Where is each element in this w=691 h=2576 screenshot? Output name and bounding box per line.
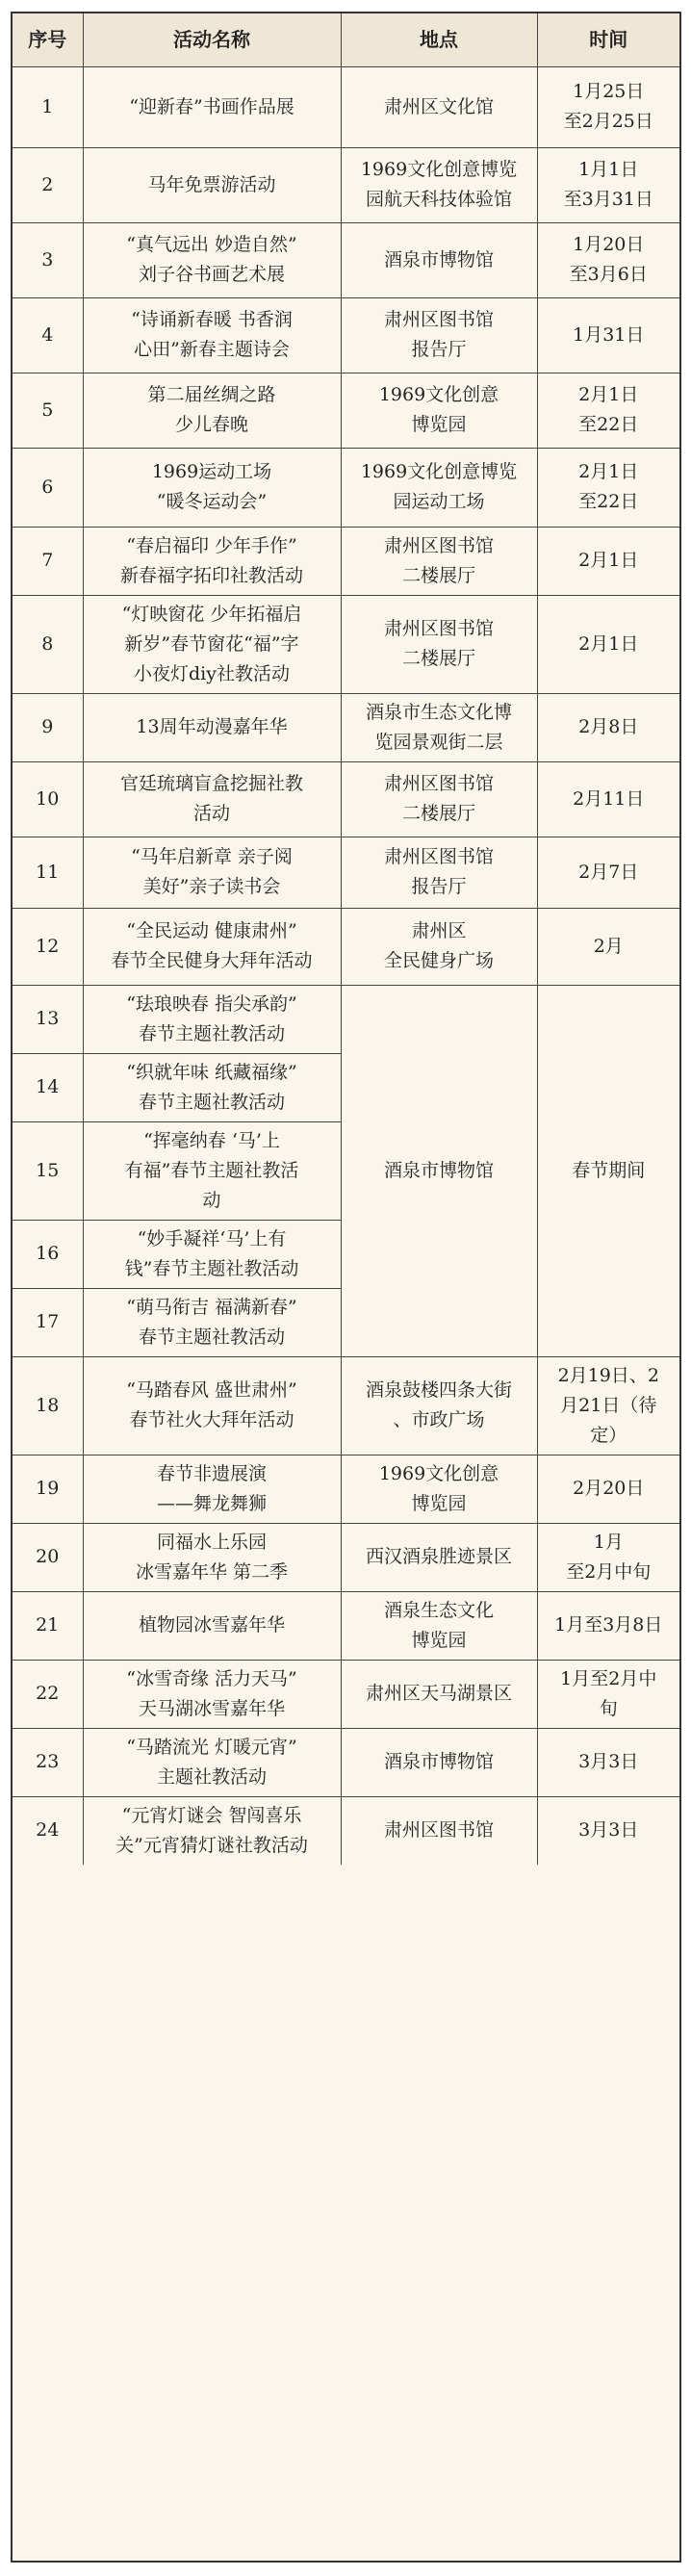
cell-line: 关”元宵猜灯谜社教活动 [115,1834,308,1856]
activity-time: 春节期间 [537,985,679,1356]
cell-line: “织就年味 纸藏福缘” [126,1061,297,1083]
activity-time [537,693,679,761]
cell-line: 13周年动漫嘉年华 [136,716,288,737]
activity-location [341,1523,537,1591]
cell-line: “妙手凝祥‘马’上有 [137,1227,287,1249]
activity-location [341,1796,537,1865]
activity-location: 酒泉市博物馆 [341,985,537,1356]
row-number: 18 [13,1356,83,1455]
cell-line: 春节社火大拜年活动 [129,1409,294,1430]
cell-line: 酒泉鼓楼四条大街 [365,1379,512,1401]
cell-line: “全民运动 健康肃州” [126,920,297,941]
row-number: 17 [13,1288,83,1356]
table-row [13,1455,679,1523]
activity-time [537,1356,679,1455]
cell-line: 园运动工场 [393,491,485,512]
cell-line: “珐琅映春 指尖承韵” [126,992,297,1015]
table-row [13,527,679,595]
cell-line: 2月11日 [573,787,645,810]
cell-line: 2月1日 [578,632,639,655]
row-number: 6 [13,448,83,527]
row-number: 20 [13,1523,83,1591]
table-body [13,66,679,1865]
activity-name [83,985,341,1053]
activity-location [341,837,537,908]
cell-line: “马踏流光 灯暖元宵” [126,1736,297,1758]
cell-line: 肃州区图书馆 [383,618,494,639]
activity-name [83,1053,341,1121]
activity-time [537,1728,679,1796]
cell-line: 至22日 [578,491,639,512]
activity-name [83,595,341,693]
cell-line: 刘子谷书画艺术展 [138,264,285,285]
cell-line: 1月1日 [578,159,639,180]
event-table [11,12,681,2563]
table-row [13,1660,679,1728]
cell-line: 春节非遗展演 [156,1462,267,1484]
activity-name [83,1591,341,1660]
cell-line: 活动 [192,803,230,824]
cell-line: “元宵灯谜会 智闯喜乐 [121,1804,302,1826]
cell-line: 至2月25日 [563,111,653,132]
row-number: 9 [13,693,83,761]
activity-time [537,66,679,147]
activity-location [341,1660,537,1728]
activity-time [537,297,679,373]
activity-name [83,1523,341,1591]
cell-line: 2月7日 [578,861,639,883]
cell-line: 小夜灯diy社教活动 [134,662,290,684]
activity-name [83,297,341,373]
row-number: 3 [13,222,83,297]
cell-line: 定） [590,1424,627,1446]
activity-time [537,527,679,595]
activity-location [341,66,537,147]
cell-line: 至2月中旬 [566,1560,652,1583]
header-name: 活动名称 [83,13,341,66]
activity-name [83,222,341,297]
activity-name [83,1356,341,1455]
table-row [13,373,679,448]
activity-name [83,147,341,222]
cell-line: 钱”春节主题社教活动 [124,1257,299,1279]
cell-line: 报告厅 [411,876,467,897]
activity-time [537,908,679,985]
cell-line: 1969文化创意博览 [360,461,518,482]
row-number: 15 [13,1121,83,1220]
cell-line: 2月1日 [578,461,639,482]
cell-line: 动 [202,1189,221,1211]
activity-name [83,761,341,837]
activity-location [341,908,537,985]
activity-time [537,595,679,693]
table-row [13,837,679,908]
activity-name [83,448,341,527]
row-number: 1 [13,66,83,147]
cell-line: 新春福字拓印社教活动 [119,564,303,586]
activity-location [341,448,537,527]
activity-location [341,147,537,222]
row-number: 8 [13,595,83,693]
cell-line: 酒泉市博物馆 [383,248,494,270]
cell-line: 肃州区图书馆 [383,1819,494,1841]
activity-time [537,448,679,527]
activity-location [341,693,537,761]
row-number: 23 [13,1728,83,1796]
table-row [13,1356,679,1455]
cell-line: 春节主题社教活动 [138,1091,285,1113]
cell-line: 少儿春晚 [174,414,248,435]
row-number: 14 [13,1053,83,1121]
cell-line: 主题社教活动 [156,1765,267,1788]
cell-line: “马年启新章 亲子阅 [131,846,293,867]
activity-location [341,1728,537,1796]
row-number: 2 [13,147,83,222]
cell-line: “萌马衔吉 福满新春” [126,1296,297,1318]
cell-line: 至22日 [578,414,639,435]
activity-name [83,1220,341,1288]
cell-line: 1月20日 [573,234,645,255]
cell-line: 肃州区 [411,920,467,941]
cell-line: 1月至3月8日 [554,1614,663,1636]
cell-line: “灯映窗花 少年拓福启 [121,603,302,625]
activity-name [83,1455,341,1523]
cell-line: 二楼展厅 [401,564,475,586]
activity-time [537,837,679,908]
activity-name [83,1728,341,1796]
cell-line: 第二届丝绸之路 [147,384,276,405]
cell-line: 冰雪嘉年华 第二季 [135,1560,289,1583]
activity-name [83,908,341,985]
cell-line: 2月 [593,935,624,957]
cell-line: 肃州区图书馆 [383,309,494,330]
cell-line: 西汉酒泉胜迹景区 [365,1546,512,1567]
table-row [13,595,679,693]
table-row [13,222,679,297]
cell-line: 酒泉市生态文化博 [365,701,512,723]
activity-location [341,1356,537,1455]
cell-line: 酒泉生态文化 [383,1599,494,1621]
cell-line: 博览园 [411,414,467,435]
cell-line: 肃州区文化馆 [383,95,494,117]
activity-name [83,1288,341,1356]
cell-line: 1969文化创意 [378,1462,499,1484]
cell-line: 月21日（待 [560,1394,657,1416]
cell-line: 春节全民健身大拜年活动 [111,950,313,971]
row-number: 11 [13,837,83,908]
cell-line: “迎新春”书画作品展 [129,95,294,117]
cell-line: “挥毫纳春 ‘马’上 [143,1129,280,1151]
activity-name [83,1121,341,1220]
cell-line: 1月 [593,1531,624,1553]
cell-line: 春节主题社教活动 [138,1326,285,1348]
activity-time [537,1523,679,1591]
activity-name [83,66,341,147]
cell-line: 报告厅 [411,339,467,360]
activity-time [537,761,679,837]
cell-line: 春节主题社教活动 [138,1022,285,1044]
cell-line: 园航天科技体验馆 [365,189,512,210]
table-row [13,1728,679,1796]
activity-name [83,1660,341,1728]
activity-location [341,527,537,595]
header-num: 序号 [13,13,83,66]
row-number: 22 [13,1660,83,1728]
row-number: 10 [13,761,83,837]
cell-line: “诗诵新春暖 书香润 [131,309,293,330]
cell-line: 览园景观街二层 [374,731,503,753]
cell-line: 酒泉市博物馆 [383,1751,494,1772]
header-row [13,13,679,66]
table-row [13,985,679,1053]
activity-location [341,222,537,297]
cell-line: 二楼展厅 [401,803,475,824]
cell-line: 心田”新春主题诗会 [134,339,290,360]
cell-line: 至3月31日 [563,189,653,210]
cell-line: 1969运动工场 [151,461,272,482]
cell-line: 天马湖冰雪嘉年华 [138,1697,285,1719]
cell-line: 1969文化创意博览 [360,159,518,180]
cell-line: 二楼展厅 [401,648,475,669]
row-number: 16 [13,1220,83,1288]
cell-line: 肃州区图书馆 [383,846,494,867]
cell-line: 美好”亲子读书会 [142,876,281,897]
cell-line: 肃州区图书馆 [383,773,494,794]
table-row [13,908,679,985]
cell-line: 全民健身广场 [383,950,494,971]
activity-name [83,373,341,448]
row-number: 4 [13,297,83,373]
table-row [13,448,679,527]
cell-line: 旬 [599,1697,618,1719]
activity-location [341,595,537,693]
row-number: 24 [13,1796,83,1865]
activity-time [537,1591,679,1660]
cell-line: 博览园 [411,1492,467,1514]
cell-line: 植物园冰雪嘉年华 [138,1614,285,1636]
table-row [13,1796,679,1865]
cell-line: 、市政广场 [393,1409,485,1430]
cell-line: 2月1日 [578,384,639,405]
cell-line: 3月3日 [578,1751,639,1772]
activity-time [537,1796,679,1865]
cell-line: 同福水上乐园 [156,1531,267,1553]
activity-name [83,527,341,595]
cell-line: 1月31日 [573,323,645,346]
cell-line: “冰雪奇缘 活力天马” [126,1667,297,1689]
cell-line: “春启福印 少年手作” [126,534,297,556]
table-row [13,297,679,373]
table-row [13,1591,679,1660]
cell-line: 肃州区图书馆 [383,534,494,556]
header-time: 时间 [537,13,679,66]
cell-line: “暖冬运动会” [156,491,268,512]
cell-line: 至3月6日 [569,264,648,285]
activity-location [341,297,537,373]
activity-time [537,1455,679,1523]
activity-time [537,373,679,448]
activity-location [341,761,537,837]
cell-line: 2月1日 [578,550,639,571]
cell-line: “马踏春风 盛世肃州” [126,1379,297,1401]
cell-line: 1月25日 [573,81,645,102]
cell-line: 有福”春节主题社教活 [124,1159,299,1181]
cell-line: 官廷琉璃盲盒挖掘社教 [119,773,303,794]
row-number: 19 [13,1455,83,1523]
table-row [13,1523,679,1591]
table-row [13,147,679,222]
activity-location [341,1455,537,1523]
cell-line: 博览园 [411,1629,467,1651]
cell-line: 3月3日 [578,1819,639,1841]
row-number: 12 [13,908,83,985]
cell-line: ——舞龙舞狮 [156,1492,267,1514]
event-table-grid [13,13,679,1865]
table-row [13,761,679,837]
activity-name [83,1796,341,1865]
activity-location [341,373,537,448]
row-number: 13 [13,985,83,1053]
activity-time [537,222,679,297]
cell-line: 马年免票游活动 [147,173,276,195]
activity-name [83,837,341,908]
cell-line: 1月至2月中 [560,1667,657,1689]
activity-location [341,1591,537,1660]
activity-time [537,147,679,222]
activity-time [537,1660,679,1728]
cell-line: 2月8日 [578,716,639,737]
table-row [13,66,679,147]
activity-name [83,693,341,761]
row-number: 5 [13,373,83,448]
header-location: 地点 [341,13,537,66]
cell-line: 2月19日、2 [557,1364,659,1386]
table-row [13,693,679,761]
cell-line: 肃州区天马湖景区 [365,1683,512,1704]
cell-line: 2月20日 [573,1478,645,1499]
row-number: 21 [13,1591,83,1660]
cell-line: “真气远出 妙造自然” [126,234,297,255]
row-number: 7 [13,527,83,595]
cell-line: 新岁”春节窗花“福”字 [124,632,299,655]
cell-line: 1969文化创意 [378,384,499,405]
